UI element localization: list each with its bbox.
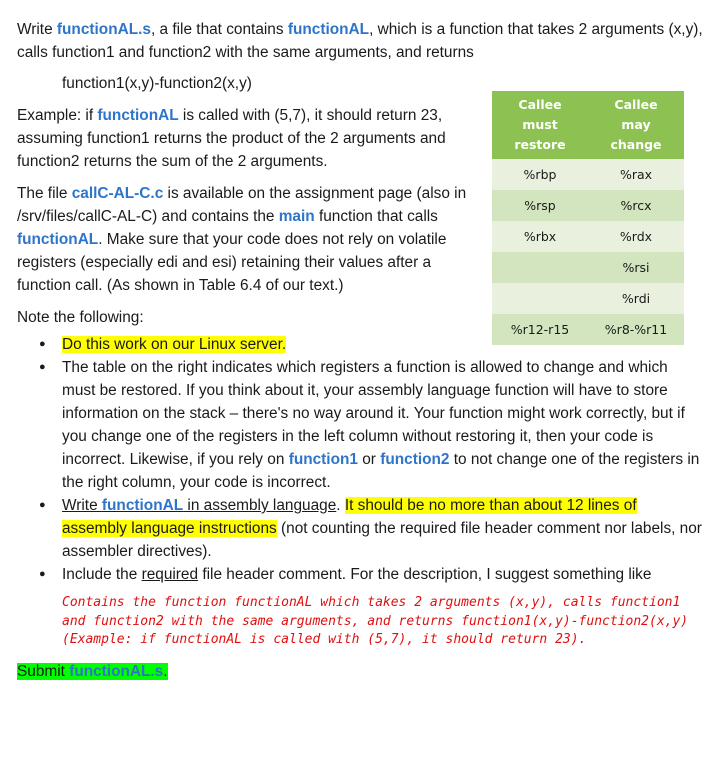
keyword-functionAL: functionAL (287, 21, 370, 38)
list-item: ● Include the required file header comment. For the description, I suggest something like (17, 563, 703, 586)
note-heading: Note the following: (17, 309, 144, 326)
header-callee-may-change: Callee may change (588, 91, 684, 159)
submit-line: Submit functionAL.s. (17, 662, 168, 680)
table-cell: %rdi (621, 291, 651, 306)
table-row (492, 283, 684, 314)
list-item: ● The table on the right indicates which registers a function is allowed to change and which must be restored. If you think about it, your assembly language function will have to store information on the stack – there's no way around it. Your function might work correctly, but if you change one of the registers in the left column without restoring it, then your code is incorrect. Likewise, if you rely on function1 or function2 to not change one of the registers in the right column, your code is incorrect. (17, 356, 703, 494)
table-cell (492, 252, 588, 283)
keyword-functionAL-s: functionAL.s (56, 21, 151, 38)
table-cell: %rsp (524, 198, 556, 213)
table-header-row (492, 91, 684, 159)
table-cell: %r8-%r11 (604, 322, 668, 337)
table-cell: %rax (619, 167, 653, 182)
keyword-functionAL: functionAL (17, 231, 99, 248)
header-callee-must-restore: Callee must restore (492, 91, 588, 159)
header-comment-example: Contains the function functionAL which takes 2 arguments (x,y), calls function1 and function2 with the same arguments, and returns function1(x,y)-function2(x,y) (Example: if functionAL is called with (5,7), it should return 23). (62, 595, 689, 647)
highlight-line-limit: It should be no more than about 12 lines of assembly language instructions (62, 497, 637, 537)
table-cell: %r12-r15 (510, 322, 570, 337)
table-row (492, 221, 684, 252)
keyword-functionAL-s: functionAL.s (69, 662, 164, 680)
table-cell: %rbp (523, 167, 557, 182)
table-cell (492, 283, 588, 314)
table-row (492, 252, 684, 283)
table-cell: %rdx (619, 229, 653, 244)
return-formula: function1(x,y)-function2(x,y) (62, 75, 252, 92)
keyword-main: main (278, 208, 315, 225)
table-row (492, 159, 684, 190)
file-paragraph: The file callC-AL-C.c is available on the assignment page (also in /srv/files/callC-AL-C) and contains the main function that calls functionAL. Make sure that your code does not rely on volatile registers (especially edi and esi) retaining their values after a function call. (As shown in Table 6.4 of our text.) (17, 185, 467, 294)
table-row (492, 314, 684, 345)
table-row (492, 190, 684, 221)
table-cell: %rbx (523, 229, 557, 244)
table-cell: %rcx (620, 198, 652, 213)
keyword-functionAL: functionAL (101, 497, 184, 514)
list-item: ● Write functionAL in assembly language. It should be no more than about 12 lines of assembly language instructions (not counting the required file header comment nor labels, nor assembler directives). (17, 494, 703, 563)
keyword-callC-file: callC-AL-C.c (71, 185, 164, 202)
required-underlined: required (141, 566, 199, 583)
keyword-function1: function1 (288, 451, 358, 468)
keyword-functionAL: functionAL (97, 107, 179, 124)
keyword-function2: function2 (380, 451, 450, 468)
instruction-list (17, 333, 703, 586)
left-column-text (17, 104, 487, 329)
register-table (492, 91, 684, 345)
table-cell: %rsi (622, 260, 650, 275)
highlight-linux-server: Do this work on our Linux server. (62, 336, 287, 353)
intro-paragraph: Write functionAL.s, a file that contains functionAL, which is a function that takes 2 arguments (x,y), calls function1 and function2 with the same arguments, and returns (17, 21, 703, 61)
example-paragraph: Example: if functionAL is called with (5,7), it should return 23, assuming function1 returns the product of the 2 arguments and function2 returns the sum of the 2 arguments. (17, 107, 446, 170)
